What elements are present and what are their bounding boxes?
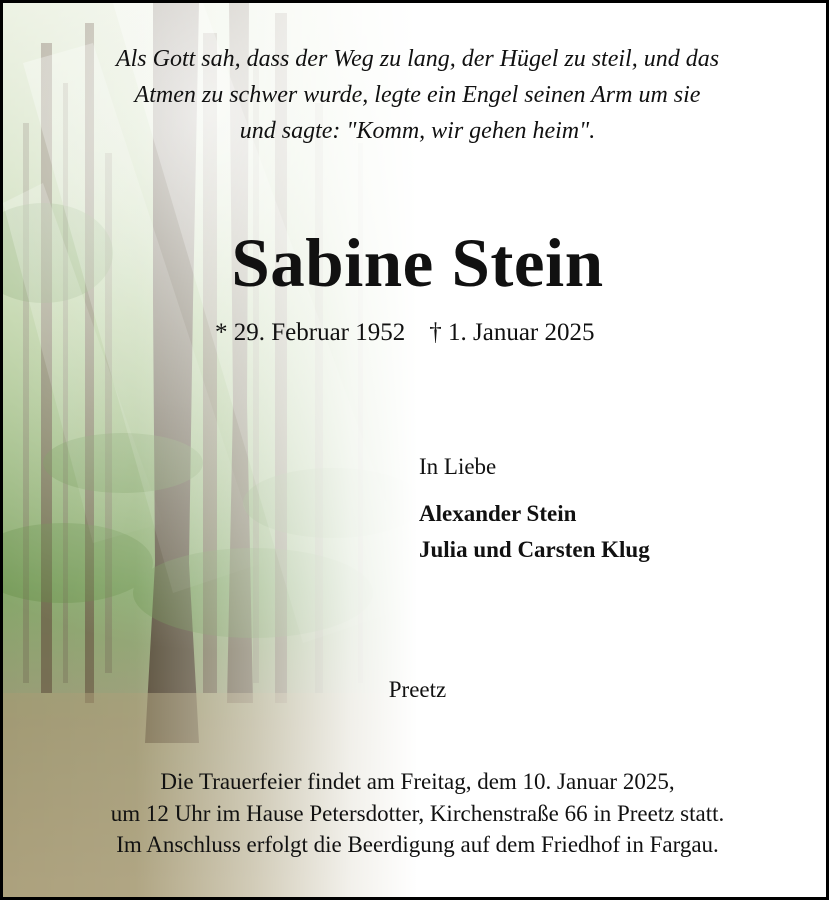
motto-verse <box>33 41 802 149</box>
place-name: Preetz <box>388 677 447 702</box>
motto-line: Als Gott sah, dass der Weg zu lang, der Hügel zu steil, und das <box>115 46 720 72</box>
motto-line: Atmen zu schwer wurde, legte ein Engel seinen Arm um sie <box>134 82 701 108</box>
mourners-intro: In Liebe <box>419 454 497 479</box>
mourners-list <box>419 496 650 568</box>
service-line: Im Anschluss erfolgt die Beerdigung auf dem Friedhof in Fargau. <box>116 832 719 857</box>
mourner-name: Alexander Stein <box>419 501 577 526</box>
birth-date: * 29. Februar 1952 <box>215 319 406 346</box>
life-dates <box>215 316 595 350</box>
service-line: Die Trauerfeier findet am Freitag, dem 10. Januar 2025, <box>160 769 675 794</box>
mourner-name: Julia und Carsten Klug <box>419 537 650 562</box>
motto-line: und sagte: "Komm, wir gehen heim". <box>239 118 596 144</box>
service-line: um 12 Uhr im Hause Petersdotter, Kirchenstraße 66 in Preetz statt. <box>110 800 725 826</box>
deceased-name: Sabine Stein <box>231 225 604 301</box>
death-date: † 1. Januar 2025 <box>429 319 595 346</box>
funeral-service-info <box>23 766 812 861</box>
